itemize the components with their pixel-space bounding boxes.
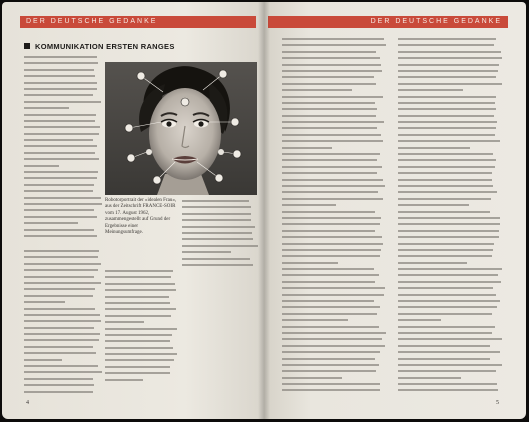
text-line xyxy=(105,296,169,298)
text-line xyxy=(282,153,380,155)
text-line xyxy=(282,76,374,78)
text-line xyxy=(282,172,377,174)
text-line xyxy=(24,378,93,380)
text-line xyxy=(24,184,94,186)
text-line xyxy=(182,258,250,260)
text-line xyxy=(105,347,173,349)
text-line xyxy=(398,332,492,334)
text-line xyxy=(105,379,143,381)
text-line xyxy=(398,38,496,40)
text-line xyxy=(24,107,69,109)
text-line xyxy=(24,308,95,310)
text-line xyxy=(24,171,98,173)
text-line xyxy=(398,211,490,213)
text-line xyxy=(105,276,171,278)
text-line xyxy=(282,217,381,219)
text-line xyxy=(24,263,101,265)
text-line xyxy=(398,102,495,104)
right-page-header xyxy=(268,16,508,28)
text-line xyxy=(282,300,374,302)
text-line xyxy=(105,359,174,361)
left-page-text-column-1-lower xyxy=(24,250,102,397)
text-line xyxy=(282,159,377,161)
text-line xyxy=(282,281,375,283)
text-line xyxy=(24,222,78,224)
text-line xyxy=(24,203,102,205)
portrait-photo xyxy=(105,62,257,195)
text-line xyxy=(398,159,496,161)
text-line xyxy=(282,115,376,117)
text-line xyxy=(282,44,386,46)
section-title: KOMMUNIKATION ERSTEN RANGES xyxy=(35,42,175,51)
text-line xyxy=(105,353,177,355)
text-line xyxy=(24,139,93,141)
text-line xyxy=(398,383,497,385)
text-line xyxy=(24,391,93,393)
text-line xyxy=(398,127,496,129)
text-line xyxy=(24,301,65,303)
text-line xyxy=(24,216,97,218)
text-line xyxy=(282,179,383,181)
text-line xyxy=(24,88,97,90)
text-line xyxy=(282,338,382,340)
text-line xyxy=(24,94,93,96)
text-line xyxy=(24,126,100,128)
photo-caption: Robotorportrait der »idealen Frau«, aus der Zeitschrift FRANCE-SOIR vom 17. August 1962, zusammengestellt auf Grund der Ergebnisse einer Meinungsumfrage. xyxy=(105,198,177,236)
text-line xyxy=(105,270,173,272)
text-line xyxy=(24,82,97,84)
text-line xyxy=(105,328,177,330)
text-line xyxy=(24,197,101,199)
text-line xyxy=(398,345,490,347)
text-line xyxy=(24,69,94,71)
text-line xyxy=(282,198,383,200)
text-line xyxy=(398,96,496,98)
text-line xyxy=(398,108,496,110)
text-line xyxy=(24,327,94,329)
text-line xyxy=(182,206,251,208)
text-line xyxy=(24,145,97,147)
text-line xyxy=(282,96,383,98)
right-header-text: DER DEUTSCHE GEDANKE xyxy=(370,18,502,25)
text-line xyxy=(398,268,502,270)
text-line xyxy=(24,152,95,154)
text-line xyxy=(24,282,101,284)
text-line xyxy=(398,83,502,85)
text-line xyxy=(398,230,499,232)
text-line xyxy=(398,236,499,238)
text-line xyxy=(398,204,469,206)
text-line xyxy=(398,134,495,136)
text-line xyxy=(282,249,381,251)
left-page-header xyxy=(20,16,256,28)
text-line xyxy=(24,101,101,103)
text-line xyxy=(398,217,500,219)
text-line xyxy=(398,243,494,245)
text-line xyxy=(282,294,384,296)
left-page-text-column-1 xyxy=(24,56,102,241)
text-line xyxy=(282,185,385,187)
text-line xyxy=(24,365,98,367)
text-line xyxy=(24,276,94,278)
text-line xyxy=(282,57,380,59)
page-gutter xyxy=(258,2,270,419)
right-page xyxy=(264,2,526,419)
text-line xyxy=(398,370,496,372)
text-line xyxy=(282,191,378,193)
text-line xyxy=(282,319,348,321)
text-line xyxy=(398,319,441,321)
text-line xyxy=(282,51,376,53)
magazine-spread xyxy=(2,2,526,419)
right-page-number: 5 xyxy=(496,400,499,406)
text-line xyxy=(24,352,96,354)
text-line xyxy=(24,320,101,322)
text-line xyxy=(398,166,495,168)
text-line xyxy=(182,213,251,215)
text-line xyxy=(398,255,492,257)
portrait-illustration xyxy=(105,62,257,195)
text-line xyxy=(398,57,502,59)
text-line xyxy=(282,134,381,136)
text-line xyxy=(398,51,501,53)
text-line xyxy=(282,64,381,66)
text-line xyxy=(282,268,374,270)
text-line xyxy=(182,251,231,253)
text-line xyxy=(282,70,382,72)
text-line xyxy=(398,274,498,276)
text-line xyxy=(398,140,500,142)
text-line xyxy=(182,232,252,234)
text-line xyxy=(398,281,501,283)
text-line xyxy=(24,120,95,122)
text-line xyxy=(398,185,493,187)
text-line xyxy=(398,76,496,78)
text-line xyxy=(24,114,96,116)
text-line xyxy=(398,223,500,225)
text-line xyxy=(105,308,176,310)
text-line xyxy=(398,313,492,315)
text-line xyxy=(282,204,336,206)
text-line xyxy=(282,313,377,315)
text-line xyxy=(182,245,258,247)
left-page-number: 4 xyxy=(26,400,29,406)
text-line xyxy=(398,364,502,366)
text-line xyxy=(105,321,144,323)
text-line xyxy=(105,334,172,336)
text-line xyxy=(24,177,97,179)
text-line xyxy=(24,256,98,258)
text-line xyxy=(282,108,377,110)
text-line xyxy=(105,366,170,368)
square-bullet-icon xyxy=(24,43,30,49)
left-page xyxy=(2,2,264,419)
text-line xyxy=(24,209,94,211)
text-line xyxy=(398,147,470,149)
text-line xyxy=(282,364,379,366)
text-line xyxy=(182,200,249,202)
text-line xyxy=(24,158,99,160)
text-line xyxy=(24,333,100,335)
text-line xyxy=(24,62,98,64)
text-line xyxy=(105,289,176,291)
text-line xyxy=(282,370,376,372)
text-line xyxy=(398,300,500,302)
text-line xyxy=(398,358,490,360)
text-line xyxy=(24,288,95,290)
text-line xyxy=(282,255,380,257)
text-line xyxy=(24,56,97,58)
text-line xyxy=(282,223,380,225)
text-line xyxy=(398,287,493,289)
text-line xyxy=(282,274,379,276)
text-line xyxy=(398,191,497,193)
left-page-text-column-2 xyxy=(182,200,258,270)
text-line xyxy=(24,250,99,252)
text-line xyxy=(24,75,95,77)
text-line xyxy=(282,102,375,104)
right-page-text-column-2 xyxy=(398,38,502,396)
text-line xyxy=(398,179,492,181)
text-line xyxy=(182,226,255,228)
text-line xyxy=(105,372,170,374)
text-line xyxy=(398,198,491,200)
text-line xyxy=(24,339,99,341)
text-line xyxy=(282,332,386,334)
text-line xyxy=(282,121,384,123)
text-line xyxy=(24,295,93,297)
left-page-text-column-2-lower xyxy=(105,270,177,385)
text-line xyxy=(24,346,93,348)
text-line xyxy=(398,172,492,174)
text-line xyxy=(282,262,338,264)
text-line xyxy=(282,236,382,238)
text-line xyxy=(398,351,500,353)
text-line xyxy=(398,70,498,72)
text-line xyxy=(24,314,100,316)
text-line xyxy=(282,83,376,85)
text-line xyxy=(398,89,463,91)
text-line xyxy=(24,359,62,361)
text-line xyxy=(398,153,493,155)
text-line xyxy=(282,38,384,40)
text-line xyxy=(105,315,171,317)
text-line xyxy=(182,264,253,266)
text-line xyxy=(282,326,379,328)
text-line xyxy=(398,294,496,296)
text-line xyxy=(105,340,170,342)
text-line xyxy=(398,389,498,391)
text-line xyxy=(282,127,377,129)
text-line xyxy=(105,283,175,285)
text-line xyxy=(398,121,497,123)
text-line xyxy=(282,287,385,289)
text-line xyxy=(282,383,380,385)
text-line xyxy=(182,238,253,240)
text-line xyxy=(398,64,499,66)
text-line xyxy=(24,165,59,167)
text-line xyxy=(24,384,94,386)
section-heading xyxy=(24,42,254,51)
text-line xyxy=(282,306,380,308)
text-line xyxy=(24,371,102,373)
text-line xyxy=(282,351,380,353)
text-line xyxy=(282,345,385,347)
right-page-text-column-1 xyxy=(282,38,386,396)
text-line xyxy=(282,140,383,142)
text-line xyxy=(282,358,375,360)
text-line xyxy=(24,269,98,271)
text-line xyxy=(398,306,497,308)
text-line xyxy=(24,235,97,237)
text-line xyxy=(282,89,352,91)
text-line xyxy=(105,302,170,304)
text-line xyxy=(182,219,251,221)
text-line xyxy=(282,211,375,213)
text-line xyxy=(282,377,342,379)
text-line xyxy=(398,249,493,251)
text-line xyxy=(398,115,494,117)
text-line xyxy=(24,190,93,192)
left-header-text: DER DEUTSCHE GEDANKE xyxy=(26,18,158,25)
text-line xyxy=(398,338,502,340)
text-line xyxy=(282,389,380,391)
text-line xyxy=(24,133,99,135)
text-line xyxy=(282,243,383,245)
text-line xyxy=(282,230,375,232)
text-line xyxy=(282,147,332,149)
text-line xyxy=(398,377,461,379)
text-line xyxy=(24,229,94,231)
text-line xyxy=(398,44,494,46)
text-line xyxy=(282,166,382,168)
text-line xyxy=(398,326,495,328)
text-line xyxy=(398,262,467,264)
